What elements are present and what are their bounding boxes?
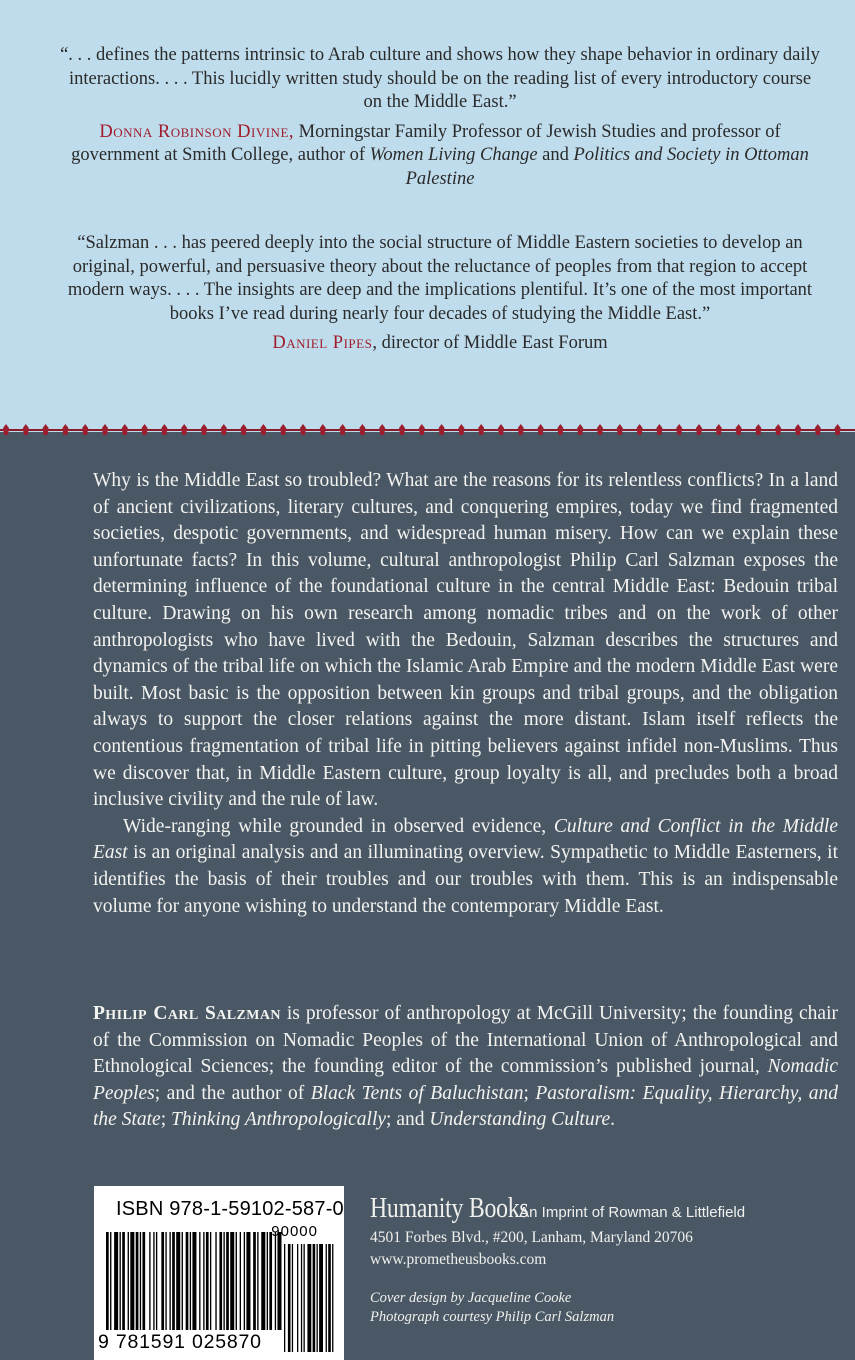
barcode-bar bbox=[210, 1232, 211, 1330]
border-ornament bbox=[102, 424, 108, 435]
book-title: Thinking Anthropologically bbox=[171, 1109, 387, 1131]
barcode-bar bbox=[186, 1232, 189, 1330]
barcode-addon-bar bbox=[284, 1244, 285, 1352]
border-ornament bbox=[359, 424, 365, 435]
barcode-bar bbox=[120, 1232, 121, 1330]
border-ornament bbox=[696, 424, 702, 435]
border-ornament bbox=[181, 424, 187, 435]
publisher-block bbox=[370, 1192, 830, 1271]
description-paragraph: Why is the Middle East so troubled? What are the reasons for its relentless conflicts? In a land of ancient civilizations, literary cultures, and conquering empires, today we find fragmented societies, despotic governments, and widespread human misery. How can we explain these unfortunate facts? In this volume, cultural anthropologist Philip Carl Salzman exposes the determining influence of the foundational culture in the central Middle East: Bedouin tribal culture. Drawing on his own research among nomadic tribes and on the work of other anthropologists who have lived with the Bedouin, Salzman describes the structures and dynamics of the tribal life on which the Islamic Arab Empire and the modern Middle East were built. Most basic is the opposition between kin groups and tribal groups, and the obligation always to support the closer relations against the more distant. Islam itself reflects the contentious fragmentation of tribal life in pitting believers against infidel non-Muslims. Thus we discover that, in Middle Eastern culture, group loyalty is all, and precludes both a broad inclusive civility and the rule of law. bbox=[93, 470, 838, 811]
border-ornament bbox=[458, 424, 464, 435]
border-ornament bbox=[755, 424, 761, 435]
publisher-address: 4501 Forbes Blvd., #200, Lanham, Maryland 20706 bbox=[370, 1229, 693, 1246]
border-ornament bbox=[122, 424, 128, 435]
border-ornament bbox=[320, 424, 326, 435]
quote-attribution bbox=[60, 121, 820, 192]
author-bio bbox=[93, 1001, 838, 1134]
border-ornament bbox=[82, 424, 88, 435]
barcode-addon-bar bbox=[292, 1244, 293, 1352]
barcode-bar bbox=[230, 1232, 234, 1330]
border-ornament bbox=[419, 424, 425, 435]
barcode-addon-bar bbox=[297, 1244, 298, 1352]
quote-text: “. . . defines the patterns intrinsic to Arab culture and shows how they shape behavior in ordinary daily interactions. . . . This lucidly written study should be on the reading list of every introductory course on the Middle East.” bbox=[60, 45, 820, 112]
description-paragraph bbox=[93, 814, 838, 920]
border-ornament bbox=[815, 424, 821, 435]
border-ornament bbox=[260, 424, 266, 435]
barcode-bar bbox=[142, 1232, 145, 1330]
barcode-bar bbox=[244, 1232, 245, 1330]
publisher-website: www.prometheusbooks.com bbox=[370, 1251, 547, 1268]
endorsement-quote-1 bbox=[60, 44, 820, 191]
barcode-bar bbox=[203, 1232, 204, 1330]
barcode-bar bbox=[128, 1232, 129, 1330]
border-ornament bbox=[577, 424, 583, 435]
border-ornament bbox=[775, 424, 781, 435]
barcode-digits: 9 781591 025870 bbox=[98, 1331, 262, 1353]
isbn-label: ISBN 978-1-59102-587-0 bbox=[116, 1198, 344, 1220]
barcode-addon-bar bbox=[319, 1244, 323, 1352]
barcode-bar bbox=[161, 1232, 164, 1330]
quote-author: Daniel Pipes bbox=[272, 333, 373, 353]
quote-affiliation: and bbox=[537, 145, 574, 165]
publisher-name: Humanity Books bbox=[370, 1192, 529, 1224]
barcode-bar bbox=[165, 1232, 166, 1330]
book-title: Understanding Culture bbox=[429, 1109, 611, 1131]
barcode-bar bbox=[261, 1232, 265, 1330]
book-title: Culture and Conflict in the Middle East bbox=[93, 815, 838, 864]
barcode-panel bbox=[94, 1186, 344, 1360]
barcode-bar bbox=[223, 1232, 224, 1330]
barcode-addon-bar bbox=[317, 1244, 318, 1352]
border-ornament bbox=[201, 424, 207, 435]
border-ornament bbox=[676, 424, 682, 435]
barcode-bar bbox=[277, 1232, 281, 1330]
border-ornament bbox=[62, 424, 68, 435]
barcode-bar bbox=[215, 1232, 216, 1330]
quote-book-title: Politics and Society in Ottoman Palestine bbox=[405, 145, 809, 189]
quote-attribution bbox=[60, 332, 820, 356]
border-ornament bbox=[142, 424, 148, 435]
barcode-bar bbox=[219, 1232, 222, 1330]
publisher-imprint: An Imprint of Rowman & Littlefield bbox=[519, 1204, 746, 1221]
bio-text: ; bbox=[523, 1082, 536, 1104]
author-name: Philip Carl Salzman bbox=[93, 1003, 281, 1024]
barcode-bar bbox=[192, 1232, 196, 1330]
barcode-bar bbox=[176, 1232, 180, 1330]
barcode-bar bbox=[206, 1232, 209, 1330]
barcode-addon-bar bbox=[307, 1244, 311, 1352]
border-ornament bbox=[439, 424, 445, 435]
bio-text: . bbox=[610, 1109, 615, 1131]
endorsement-quote-2 bbox=[60, 232, 820, 356]
barcode-addon-bar bbox=[326, 1244, 327, 1352]
bio-text: ; and the author of bbox=[154, 1082, 311, 1104]
border-ornament bbox=[637, 424, 643, 435]
barcode-bar bbox=[153, 1232, 154, 1330]
barcode-bar bbox=[257, 1232, 258, 1330]
barcode-addon-bar bbox=[313, 1244, 316, 1352]
quote-affiliation: , director of Middle East Forum bbox=[372, 333, 608, 353]
barcode-bar bbox=[240, 1232, 241, 1330]
barcode-bar bbox=[140, 1232, 141, 1330]
border-ornament bbox=[478, 424, 484, 435]
border-ornament bbox=[399, 424, 405, 435]
description-text: Wide-ranging while grounded in observed evidence, bbox=[123, 815, 554, 837]
quote-author: Donna Robinson Divine, bbox=[99, 121, 295, 142]
border-ornament bbox=[835, 424, 841, 435]
decorative-border bbox=[0, 422, 855, 444]
book-title: Pastoralism: Equality, Hierarchy, and the State bbox=[93, 1082, 839, 1131]
barcode-bar bbox=[269, 1232, 272, 1330]
border-ornament bbox=[795, 424, 801, 435]
border-ornament bbox=[518, 424, 524, 435]
border-ornament bbox=[617, 424, 623, 435]
border-ornament bbox=[498, 424, 504, 435]
barcode-bar bbox=[136, 1232, 139, 1330]
barcode-bar bbox=[253, 1232, 256, 1330]
barcode-bar bbox=[182, 1232, 183, 1330]
barcode-addon-bar bbox=[304, 1244, 305, 1352]
barcode-bar bbox=[226, 1232, 229, 1330]
border-ornament bbox=[3, 424, 9, 435]
bio-paragraph bbox=[93, 1001, 838, 1134]
barcode-addon-bar bbox=[301, 1244, 302, 1352]
barcode-bar bbox=[110, 1232, 111, 1330]
barcode-bar bbox=[172, 1232, 175, 1330]
border-ornament bbox=[43, 424, 49, 435]
journal-title: Nomadic Peoples bbox=[93, 1056, 838, 1104]
barcode-bar bbox=[149, 1232, 150, 1330]
quote-text: “Salzman . . . has peered deeply into the social structure of Middle Eastern societies to develop an original, powerful, and persuasive theory about the reluctance of peoples from that region to accept modern ways. . . . The insights are deep and the implications plentiful. It’s one of the most important books I’ve read during nearly four decades of studying the Middle East.” bbox=[67, 233, 813, 324]
barcode-bar bbox=[122, 1232, 125, 1330]
barcode-bar bbox=[267, 1232, 268, 1330]
border-ornament bbox=[300, 424, 306, 435]
border-ornament bbox=[656, 424, 662, 435]
border-ornament bbox=[716, 424, 722, 435]
credits-block bbox=[370, 1289, 614, 1327]
barcode-bar bbox=[169, 1232, 170, 1330]
border-ornament bbox=[557, 424, 563, 435]
barcode-bar bbox=[130, 1232, 134, 1330]
bio-text: is professor of anthropology at McGill University; the founding chair of the Commission on Nomadic Peoples of the International Union of Anthropological and Ethnological Sciences; the founding editor of the commission’s published journal, bbox=[93, 1003, 838, 1078]
border-ornament bbox=[538, 424, 544, 435]
border-ornament bbox=[736, 424, 742, 435]
barcode-bar bbox=[236, 1232, 237, 1330]
bio-text: ; and bbox=[386, 1109, 430, 1131]
barcode-addon-bar bbox=[328, 1244, 331, 1352]
book-description bbox=[93, 468, 838, 920]
border-ornament bbox=[340, 424, 346, 435]
border-ornament bbox=[379, 424, 385, 435]
quote-affiliation: Morningstar Family Professor of Jewish Studies and professor of government at Smith College, author of bbox=[71, 121, 781, 165]
description-text: is an original analysis and an illuminating overview. Sympathetic to Middle Easterners, it identifies the basis of their troubles and our troubles with them. This is an indispensable volume for anyone wishing to understand the contemporary Middle East. bbox=[93, 842, 838, 917]
barcode-addon-bar bbox=[332, 1244, 333, 1352]
photograph-credit: Photograph courtesy Philip Carl Salzman bbox=[370, 1309, 615, 1325]
barcode-bar bbox=[199, 1232, 200, 1330]
border-ornament bbox=[280, 424, 286, 435]
barcode-bar bbox=[246, 1232, 250, 1330]
border-ornament bbox=[597, 424, 603, 435]
barcode-addon-bar bbox=[288, 1244, 291, 1352]
book-title: Black Tents of Baluchistan bbox=[310, 1082, 524, 1104]
barcode-bar bbox=[114, 1232, 118, 1330]
barcode-bar bbox=[106, 1232, 109, 1330]
border-ornament bbox=[221, 424, 227, 435]
border-ornament bbox=[161, 424, 167, 435]
quote-book-title: Women Living Change bbox=[369, 145, 538, 165]
price-code: 90000 bbox=[271, 1223, 318, 1240]
barcode-bar bbox=[190, 1232, 191, 1330]
bio-text: ; bbox=[160, 1109, 171, 1131]
border-ornament bbox=[241, 424, 247, 435]
border-ornament bbox=[23, 424, 29, 435]
cover-design-credit: Cover design by Jacqueline Cooke bbox=[370, 1290, 572, 1306]
barcode-bar bbox=[275, 1232, 276, 1330]
barcode-bar bbox=[156, 1232, 157, 1330]
